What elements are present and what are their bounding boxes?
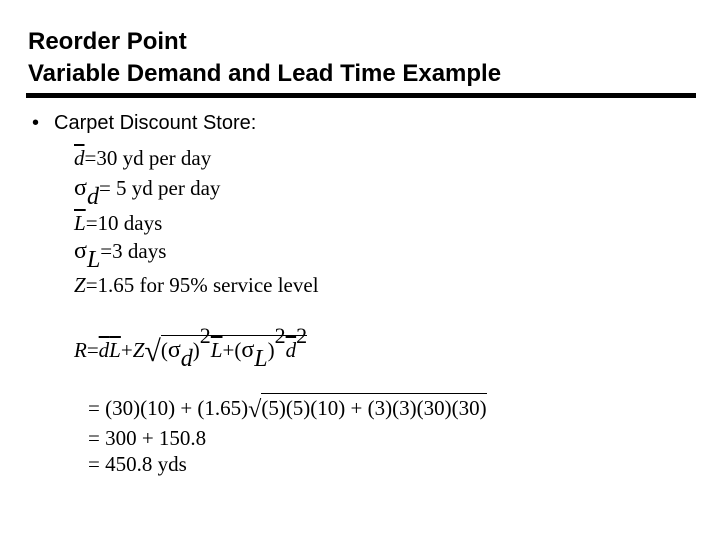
l-bar-symbol: $\overline{L}$ (74, 211, 86, 235)
formula-plus: + (120, 338, 133, 362)
formula-l-bar-2: $\overline{L}$ (210, 338, 223, 362)
slide-title (28, 26, 501, 90)
formula-r: R (74, 338, 87, 362)
sigma-sub-d: d (86, 184, 99, 210)
sigma-sub-l: L (86, 247, 101, 273)
sqrt-icon: √ (144, 335, 161, 368)
given-demand-value: =30 yd per day (84, 146, 212, 170)
calc-step-3 (88, 452, 187, 476)
formula-sigma-d: σ (167, 337, 181, 363)
d-bar-symbol: $\overline{d}$ (74, 146, 85, 170)
title-line-1: Reorder Point (28, 28, 187, 55)
given-demand (74, 146, 211, 170)
reorder-formula (74, 323, 308, 372)
sqrt-icon: √ (248, 397, 262, 423)
formula-exp-1: 2 (199, 323, 211, 348)
formula-radicand: $(\sigma d)2\overline{L}+(\sigma L)2\overline{d}2$ (160, 323, 308, 372)
formula-exp-3: 2 (296, 323, 308, 348)
bullet-marker: • (32, 112, 40, 134)
bullet-item (32, 110, 256, 136)
given-z (74, 273, 319, 297)
calc-step-2-text: = 300 + 150.8 (88, 426, 207, 450)
formula-sub-d: d (180, 346, 193, 372)
z-symbol: Z (74, 273, 86, 297)
formula-sigma-l: σ (241, 337, 255, 363)
title-line-2: Variable Demand and Lead Time Example (28, 60, 502, 87)
calc-step-1 (88, 396, 487, 423)
calc-step-2 (88, 426, 206, 450)
calc-step-3-text: = 450.8 yds (88, 452, 187, 476)
sigma-symbol: σ (74, 175, 87, 201)
sigma-symbol: σ (74, 238, 87, 264)
calc-step-1-prefix: = (30)(10) + (1.65) (88, 396, 249, 420)
given-z-value: =1.65 for 95% service level (85, 273, 319, 297)
formula-sqrt (144, 323, 308, 372)
bullet-text: Carpet Discount Store: (54, 112, 257, 134)
formula-sub-l: L (254, 346, 268, 372)
formula-d-bar: $\overline{d}$ (98, 338, 110, 362)
given-sigma-l (74, 238, 167, 273)
formula-eq: = (86, 338, 99, 362)
given-sigma-d (74, 175, 221, 210)
formula-z: Z (132, 338, 145, 362)
given-sigma-l-value: =3 days (100, 239, 167, 263)
formula-plus-2: + (222, 338, 235, 362)
given-leadtime (74, 211, 162, 235)
title-divider (26, 93, 696, 98)
given-leadtime-value: =10 days (85, 211, 163, 235)
formula-exp-2: 2 (274, 323, 286, 348)
formula-d-bar-2: $\overline{d}$ (285, 338, 297, 362)
given-sigma-d-value: = 5 yd per day (98, 176, 221, 200)
formula-l-bar: $\overline{L}$ (109, 338, 121, 362)
calc-step-1-radicand: (5)(5)(10) + (3)(3)(30)(30) (261, 393, 486, 420)
